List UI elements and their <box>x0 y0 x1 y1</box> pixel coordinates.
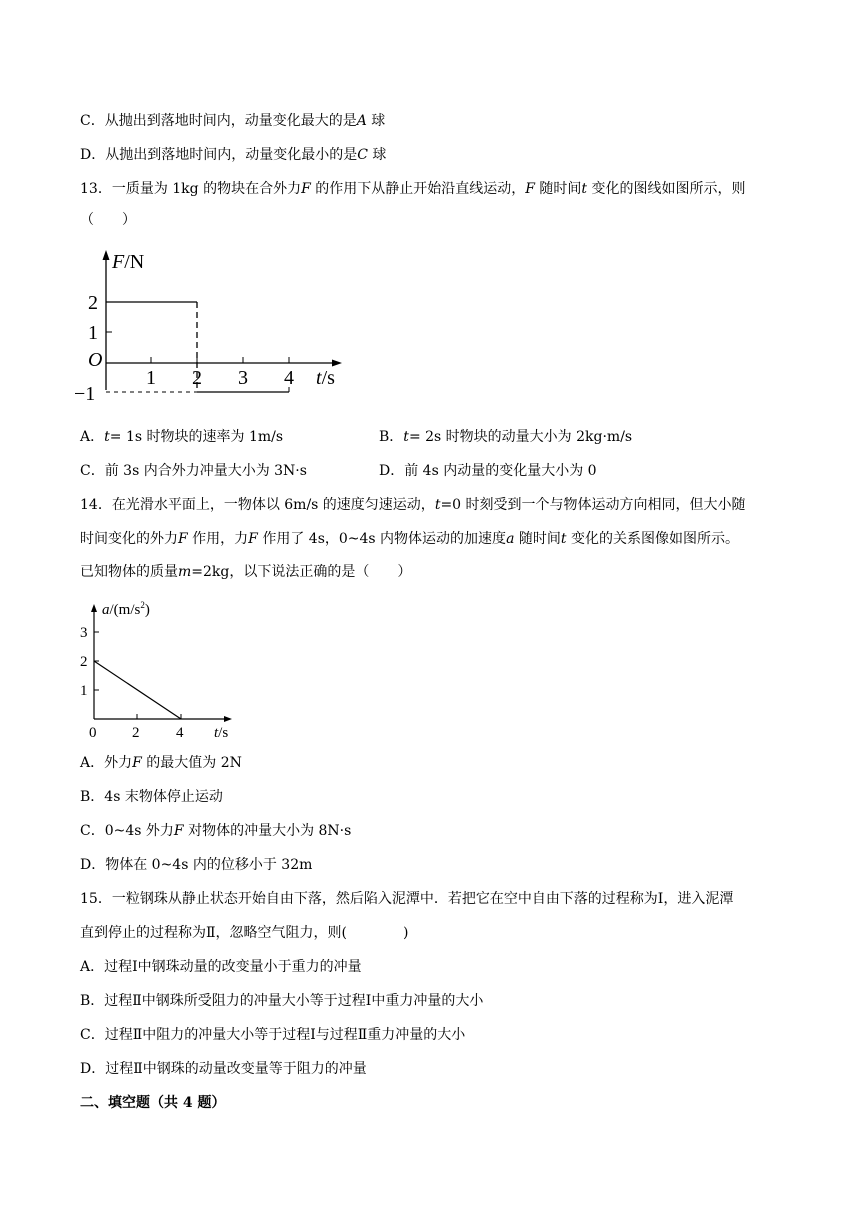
q15-stem-line1: 15．一粒钢珠从静止状态开始自由下落，然后陷入泥潭中．若把它在空中自由下落的过程称为Ⅰ，进入泥潭 <box>80 891 734 907</box>
q14-ytick-2: 2 <box>80 654 88 670</box>
q13-option-a: A．t= 1s 时物块的速率为 1m/s <box>80 429 284 445</box>
q13-xtick-1: 1 <box>146 367 156 389</box>
q14-y-label: $a/(m/s^2)$ <box>102 600 150 618</box>
q13-y-label: F/N <box>112 251 145 273</box>
q13-stem: 13．一质量为 1kg 的物块在合外力F 的作用下从静止开始沿直线运动，F 随时间t 变化的图线如图所示，则 <box>80 181 746 197</box>
q14-xtick-0: 0 <box>89 725 97 741</box>
q13-option-b: B．t= 2s 时物块的动量大小为 2kg·m/s <box>379 429 633 445</box>
q15-option-d: D．过程Ⅱ中钢珠的动量改变量等于阻力的冲量 <box>80 1061 367 1077</box>
q14-acceleration-time-graph <box>76 592 246 742</box>
q14-stem-line2: 时间变化的外力F 作用，力F 作用了 4s，0~4s 内物体运动的加速度a 随时间t 变化的关系图像如图所示。 <box>80 531 739 547</box>
q14-x-label: t/s <box>214 725 229 741</box>
q14-stem-line3: 已知物体的质量m=2kg，以下说法正确的是（ ） <box>80 564 412 580</box>
q14-option-a: A．外力F 的最大值为 2N <box>80 755 242 771</box>
q13-x-arrow <box>332 360 342 367</box>
q13-xtick-3: 3 <box>238 367 248 389</box>
q13-ytick-1: 1 <box>88 322 98 344</box>
q13-ytick-neg1: −1 <box>74 383 96 405</box>
q14-option-b: B．4s 末物体停止运动 <box>80 789 223 805</box>
q13-force-time-graph <box>70 240 360 410</box>
q13-x-label: t/s <box>316 367 335 389</box>
q13-option-c: C．前 3s 内合外力冲量大小为 3N·s <box>80 463 307 479</box>
q14-stem-line1: 14．在光滑水平面上，一物体以 6m/s 的速度匀速运动，t=0 时刻受到一个与物体运动方向相同，但大小随 <box>80 497 746 513</box>
q13-origin: O <box>88 349 103 371</box>
q13-option-d: D．前 4s 内动量的变化量大小为 0 <box>379 463 597 479</box>
q14-ytick-1: 1 <box>80 683 88 699</box>
q14-option-c: C．0~4s 外力F 对物体的冲量大小为 8N·s <box>80 823 352 839</box>
q12-option-c: C．从抛出到落地时间内，动量变化最大的是A 球 <box>80 113 386 129</box>
q14-data-line <box>94 661 181 719</box>
q13-xtick-2: 2 <box>192 367 202 389</box>
section-heading-fill-in: 二、填空题（共 4 题） <box>80 1095 226 1111</box>
q14-xtick-2: 2 <box>132 725 140 741</box>
q13-xtick-4: 4 <box>284 367 294 389</box>
q14-y-arrow <box>91 604 97 612</box>
q13-ytick-2: 2 <box>88 292 98 314</box>
q15-option-c: C．过程Ⅱ中阻力的冲量大小等于过程Ⅰ与过程Ⅱ重力冲量的大小 <box>80 1027 466 1043</box>
q14-x-arrow <box>224 716 232 722</box>
q15-option-a: A．过程Ⅰ中钢珠动量的改变量小于重力的冲量 <box>80 959 362 975</box>
q15-option-b: B．过程Ⅱ中钢珠所受阻力的冲量大小等于过程Ⅰ中重力冲量的大小 <box>80 993 484 1009</box>
q13-answer-paren: （ ） <box>80 212 136 228</box>
q13-y-arrow <box>103 250 110 260</box>
q14-option-d: D．物体在 0~4s 内的位移小于 32m <box>80 857 313 873</box>
q14-xtick-4: 4 <box>176 725 184 741</box>
q14-ytick-3: 3 <box>80 625 88 641</box>
q12-option-d: D．从抛出到落地时间内，动量变化最小的是C 球 <box>80 147 387 163</box>
q15-stem-line2: 直到停止的过程称为Ⅱ，忽略空气阻力，则( ) <box>80 925 409 941</box>
